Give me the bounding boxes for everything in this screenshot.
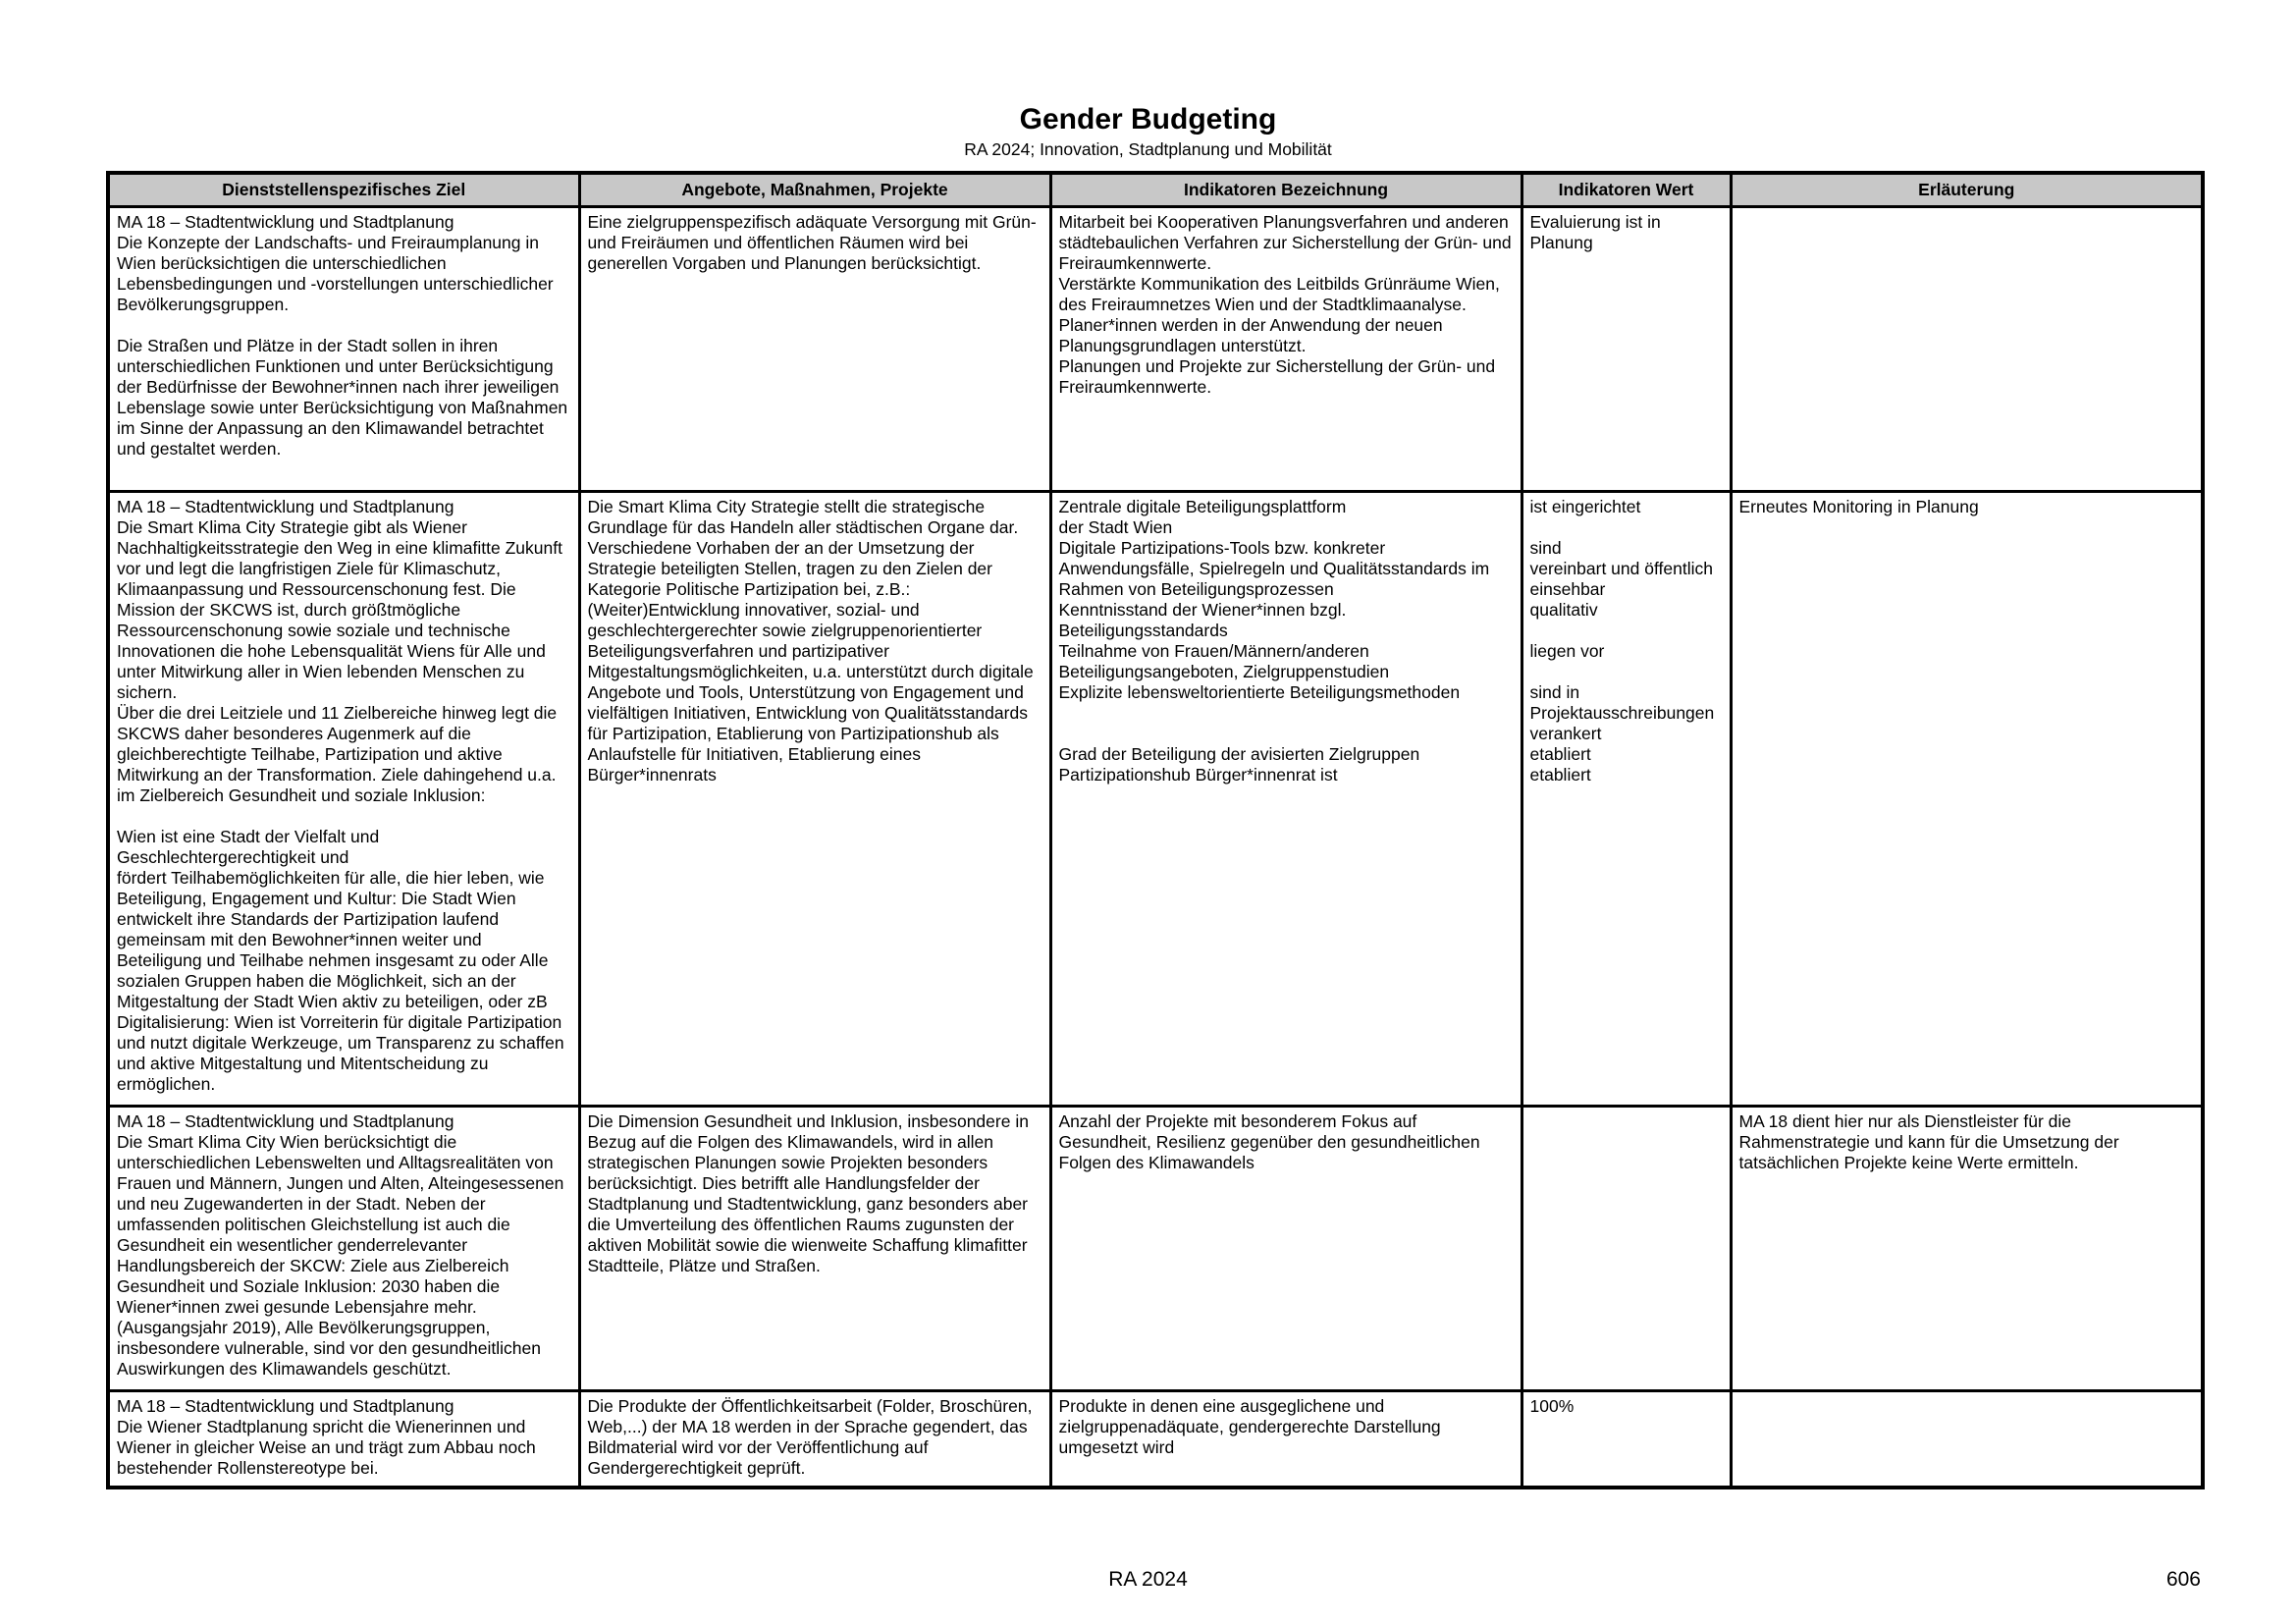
cell-wert [1522,1107,1731,1391]
column-header-erlaeuterung: Erläuterung [1731,173,2203,207]
cell-ziel: MA 18 – Stadtentwicklung und Stadtplanung Die Smart Klima City Wien berücksichtigt die unterschiedlichen Lebenswelten und Alltagsrealitäten von Frauen und Männern, Jungen und Alten, Alteingesessenen und neu Zugewanderten in der Stadt. Neben der umfassenden politischen Gleichstellung ist auch die Gesundheit ein wesentlicher genderrelevanter Handlungsbereich der SKCW: Ziele aus Zielbereich Gesundheit und Soziale Inklusion: 2030 haben die Wiener*innen zwei gesunde Lebensjahre mehr. (Ausgangsjahr 2019), Alle Bevölkerungsgruppen, insbesondere vulnerable, sind vor den gesundheitlichen Auswirkungen des Klimawandels geschützt. [108,1107,579,1391]
cell-angebote: Die Smart Klima City Strategie stellt die strategische Grundlage für das Handeln aller städtischen Organe dar. Verschiedene Vorhaben der an der Umsetzung der Strategie beteiligten Stellen, tragen zu den Zielen der Kategorie Politische Partizipation bei, z.B.: (Weiter)Entwicklung innovativer, sozial- und geschlechtergerechter sowie zielgruppenorientierter Beteiligungsverfahren und partizipativer Mitgestaltungsmöglichkeiten, u.a. unterstützt durch digitale Angebote und Tools, Unterstützung von Engagement und vielfältigen Initiativen, Entwicklung von Qualitätsstandards für Partizipation, Etablierung von Partizipationshub als Anlaufstelle für Initiativen, Etablierung eines Bürger*innenrats [579,492,1050,1107]
cell-ziel: MA 18 – Stadtentwicklung und Stadtplanung Die Wiener Stadtplanung spricht die Wienerinnen und Wiener in gleicher Weise an und trägt zum Abbau noch bestehender Rollenstereotype bei. [108,1391,579,1488]
cell-angebote: Eine zielgruppenspezifisch adäquate Versorgung mit Grün- und Freiräumen und öffentlichen Räumen wird bei generellen Vorgaben und Planungen berücksichtigt. [579,207,1050,492]
column-header-angebote: Angebote, Maßnahmen, Projekte [579,173,1050,207]
cell-wert: 100% [1522,1391,1731,1488]
table-row [108,492,2203,1107]
cell-erlaeuterung [1731,1391,2203,1488]
column-header-indikator: Indikatoren Bezeichnung [1050,173,1522,207]
table-row [108,1391,2203,1488]
table-header-row [108,173,2203,207]
page-number: 606 [2165,1568,2201,1591]
cell-wert: ist eingerichtet sind vereinbart und öffentlich einsehbar qualitativ liegen vor sind in Projektausschreibungen verankert etabliert etabliert [1522,492,1731,1107]
table-row [108,1107,2203,1391]
cell-angebote: Die Dimension Gesundheit und Inklusion, insbesondere in Bezug auf die Folgen des Klimawandels, wird in allen strategischen Planungen sowie Projekten besonders berücksichtigt. Dies betrifft alle Handlungsfelder der Stadtplanung und Stadtentwicklung, ganz besonders aber die Umverteilung des öffentlichen Raums zugunsten der aktiven Mobilität sowie die wienweite Schaffung klimafitter Stadtteile, Plätze und Straßen. [579,1107,1050,1391]
column-header-wert: Indikatoren Wert [1522,173,1731,207]
page-subtitle: RA 2024; Innovation, Stadtplanung und Mobilität [964,139,1332,159]
cell-wert: Evaluierung ist in Planung [1522,207,1731,492]
cell-indikator: Anzahl der Projekte mit besonderem Fokus auf Gesundheit, Resilienz gegenüber den gesundheitlichen Folgen des Klimawandels [1050,1107,1522,1391]
cell-indikator: Mitarbeit bei Kooperativen Planungsverfahren und anderen städtebaulichen Verfahren zur Sicherstellung der Grün- und Freiraumkennwerte. Verstärkte Kommunikation des Leitbilds Grünräume Wien, des Freiraumnetzes Wien und der Stadtklimaanalyse. Planer*innen werden in der Anwendung der neuen Planungsgrundlagen unterstützt. Planungen und Projekte zur Sicherstellung der Grün- und Freiraumkennwerte. [1050,207,1522,492]
table-row [108,207,2203,492]
cell-indikator: Produkte in denen eine ausgeglichene und zielgruppenadäquate, gendergerechte Darstellung umgesetzt wird [1050,1391,1522,1488]
cell-erlaeuterung: MA 18 dient hier nur als Dienstleister für die Rahmenstrategie und kann für die Umsetzung der tatsächlichen Projekte keine Werte ermitteln. [1731,1107,2203,1391]
cell-ziel: MA 18 – Stadtentwicklung und Stadtplanung Die Konzepte der Landschafts- und Freiraumplanung in Wien berücksichtigen die unterschiedlichen Lebensbedingungen und -vorstellungen unterschiedlicher Bevölkerungsgruppen. Die Straßen und Plätze in der Stadt sollen in ihren unterschiedlichen Funktionen und unter Berücksichtigung der Bedürfnisse der Bewohner*innen nach ihrer jeweiligen Lebenslage sowie unter Berücksichtigung von Maßnahmen im Sinne der Anpassung an den Klimawandel betrachtet und gestaltet werden. [108,207,579,492]
gender-budgeting-table [106,171,2205,1489]
cell-angebote: Die Produkte der Öffentlichkeitsarbeit (Folder, Broschüren, Web,...) der MA 18 werden in der Sprache gegendert, das Bildmaterial wird vor der Veröffentlichung auf Gendergerechtigkeit geprüft. [579,1391,1050,1488]
cell-indikator: Zentrale digitale Beteiligungsplattform der Stadt Wien Digitale Partizipations-Tools bzw. konkreter Anwendungsfälle, Spielregeln und Qualitätsstandards im Rahmen von Beteiligungsprozessen Kenntnisstand der Wiener*innen bzgl. Beteiligungsstandards Teilnahme von Frauen/Männern/anderen Beteiligungsangeboten, Zielgruppenstudien Explizite lebensweltorientierte Beteiligungsmethoden Grad der Beteiligung der avisierten Zielgruppen Partizipationshub Bürger*innenrat ist [1050,492,1522,1107]
cell-erlaeuterung [1731,207,2203,492]
page-title: Gender Budgeting [1019,103,1277,135]
cell-ziel: MA 18 – Stadtentwicklung und Stadtplanung Die Smart Klima City Strategie gibt als Wiener Nachhaltigkeitsstrategie den Weg in eine klimafitte Zukunft vor und legt die langfristigen Ziele für Klimaschutz, Klimaanpassung und Ressourcenschonung fest. Die Mission der SKCWS ist, durch größtmögliche Ressourcenschonung sowie soziale und technische Innovationen die hohe Lebensqualität Wiens für Alle und unter Mitwirkung aller in Wien lebenden Menschen zu sichern. Über die drei Leitziele und 11 Zielbereiche hinweg legt die SKCWS daher besonderes Augenmerk auf die gleichberechtigte Teilhabe, Partizipation und aktive Mitwirkung an der Transformation. Ziele dahingehend u.a. im Zielbereich Gesundheit und soziale Inklusion: Wien ist eine Stadt der Vielfalt und Geschlechtergerechtigkeit und fördert Teilhabemöglichkeiten für alle, die hier leben, wie Beteiligung, Engagement und Kultur: Die Stadt Wien entwickelt ihre Standards der Partizipation laufend gemeinsam mit den Bewohner*innen weiter und Beteiligung und Teilhabe nehmen insgesamt zu oder Alle sozialen Gruppen haben die Möglichkeit, sich an der Mitgestaltung der Stadt Wien aktiv zu beteiligen, oder zB Digitalisierung: Wien ist Vorreiterin für digitale Partizipation und nutzt digitale Werkzeuge, um Transparenz zu schaffen und aktive Mitgestaltung und Mitentscheidung zu ermöglichen. [108,492,579,1107]
cell-erlaeuterung: Erneutes Monitoring in Planung [1731,492,2203,1107]
column-header-ziel: Dienststellenspezifisches Ziel [108,173,579,207]
footer-report-label: RA 2024 [1108,1568,1188,1591]
